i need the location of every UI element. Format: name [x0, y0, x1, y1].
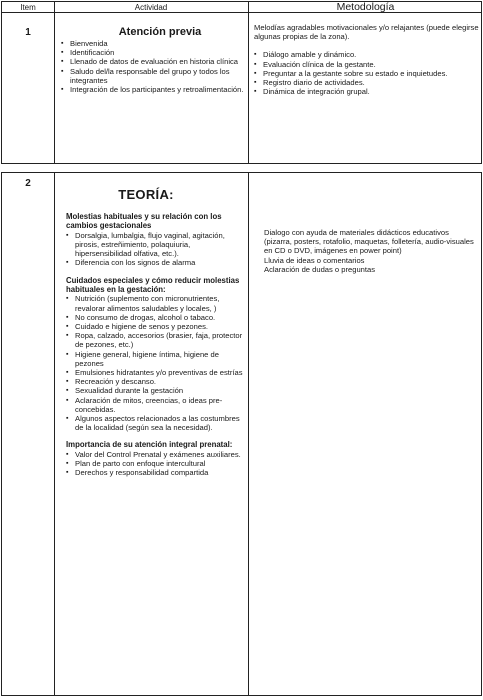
- activity-title-1: Atención previa: [118, 26, 202, 38]
- theory-item: ▪ Algunos aspectos relacionados a las costumbres de la localidad (según sea la necesidad).: [75, 414, 246, 432]
- theory-item: ▪ Recreación y descanso.: [75, 377, 246, 386]
- item-number-2: 2: [25, 178, 31, 189]
- theory-item: ▪ Plan de parto con enfoque intercultural: [75, 459, 246, 468]
- table-row-2: [1, 172, 482, 696]
- method-item: ▪ Lluvia de ideas o comentarios: [264, 256, 478, 265]
- method-list-1: [263, 50, 480, 96]
- section-heading-1: Molestias habituales y su relación con los cambios gestacionales: [66, 212, 222, 231]
- section-heading-3: Importancia de su atención integral prenatal:: [66, 440, 233, 450]
- theory-item: ▪ Dorsalgia, lumbalgia, flujo vaginal, agitación, pirosis, estreñimiento, polaquiuria, hipersensibilidad olfativa, etc.).: [75, 231, 246, 259]
- activity-item: ▪ Bienvenida: [70, 39, 246, 48]
- item-number-1: 1: [25, 27, 31, 38]
- activity-item: ▪ Saludo del/la responsable del grupo y todos los integrantes: [70, 67, 246, 85]
- activity-cell-2: [66, 187, 246, 478]
- theory-item: ▪ No consumo de drogas, alcohol o tabaco.: [75, 313, 246, 322]
- theory-title: TEORÍA:: [118, 187, 174, 202]
- method-list-2: [264, 228, 478, 274]
- section-list-2: [75, 294, 246, 432]
- activity-cell-1: [56, 26, 246, 94]
- theory-item: ▪ Aclaración de mitos, creencias, o ideas pre-concebidas.: [75, 396, 246, 414]
- header-actividad: Actividad: [134, 3, 168, 12]
- method-item: ▪ Registro diario de actividades.: [263, 78, 480, 87]
- activity-item: ▪ Identificación: [70, 48, 246, 57]
- section-list-3: [75, 450, 246, 478]
- section-heading-2: Cuidados especiales y cómo reducir molestias habituales en la gestación:: [66, 275, 240, 295]
- theory-item: ▪ Nutrición (suplemento con micronutrientes, revalorar alimentos saludables y locales, ): [75, 294, 246, 312]
- table-row-1: [1, 1, 482, 164]
- method-cell-2: [264, 228, 478, 274]
- header-item: Item: [20, 3, 36, 12]
- method-item: ▪ Aclaración de dudas o preguntas: [264, 265, 478, 274]
- theory-item: ▪ Derechos y responsabilidad compartida: [75, 468, 246, 477]
- method-item: ▪ Dinámica de integración grupal.: [263, 87, 480, 96]
- method-intro-1: Melodías agradables motivacionales y/o relajantes (puede elegirse algunas propias de la zona).: [254, 23, 479, 42]
- activity-item: ▪ Llenado de datos de evaluación en historia clínica: [70, 57, 246, 66]
- theory-item: ▪ Valor del Control Prenatal y exámenes auxiliares.: [75, 450, 246, 459]
- activity-list-1: [70, 39, 246, 94]
- theory-item: ▪ Diferencia con los signos de alarma: [75, 258, 246, 267]
- method-item: ▪ Dialogo con ayuda de materiales didácticos educativos (pizarra, posters, rotafolio, maquetas, folletería, audio-visuales en CD o DVD, imágenes en power point): [264, 228, 478, 256]
- theory-item: ▪ Sexualidad durante la gestación: [75, 386, 246, 395]
- method-item: ▪ Preguntar a la gestante sobre su estado e inquietudes.: [263, 69, 480, 78]
- method-item: ▪ Evaluación clínica de la gestante.: [263, 60, 480, 69]
- theory-item: ▪ Cuidado e higiene de senos y pezones.: [75, 322, 246, 331]
- header-metodologia: Metodología: [336, 2, 395, 12]
- method-item: ▪ Diálogo amable y dinámico.: [263, 50, 480, 59]
- theory-item: ▪ Ropa, calzado, accesorios (brasier, faja, protector de pezones, etc.): [75, 331, 246, 349]
- theory-item: ▪ Emulsiones hidratantes y/o preventivas de estrías: [75, 368, 246, 377]
- method-cell-1: [254, 23, 480, 96]
- theory-item: ▪ Higiene general, higiene íntima, higiene de pezones: [75, 350, 246, 368]
- section-list-1: [75, 231, 246, 268]
- activity-item: ▪ Integración de los participantes y retroalimentación.: [70, 85, 246, 94]
